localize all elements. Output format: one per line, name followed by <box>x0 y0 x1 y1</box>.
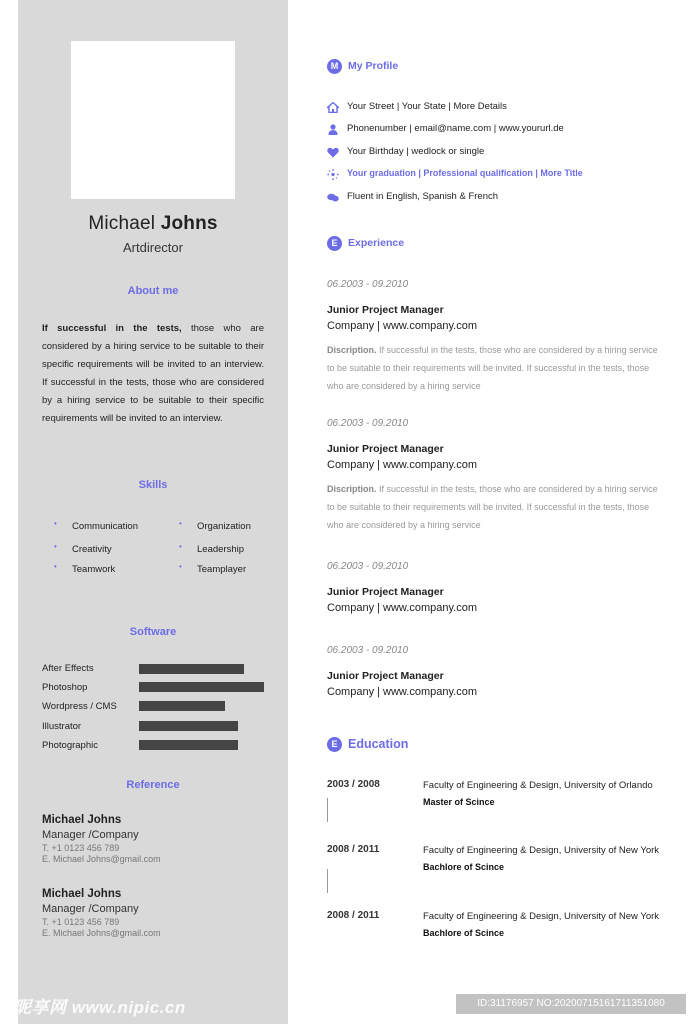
birthday-text: Your Birthday | wedlock or single <box>347 146 485 157</box>
skill-label: Leadership <box>197 544 245 555</box>
about-text <box>42 320 264 429</box>
software-label: Illustrator <box>42 721 82 732</box>
software-label: After Effects <box>42 663 94 674</box>
skill-item <box>179 562 247 575</box>
software-level-bar <box>139 664 244 674</box>
software-level-bar <box>139 740 238 750</box>
reference-email: E. Michael Johns@gmail.com <box>42 928 161 938</box>
reference-role: Manager /Company <box>42 829 139 841</box>
skill-item <box>54 519 138 532</box>
experience-company: Company | www.company.com <box>327 459 477 471</box>
experience-description <box>327 481 662 534</box>
education-degree: Bachlore of Scince <box>423 928 505 938</box>
skills-heading: Skills <box>138 479 168 491</box>
software-level-bar <box>139 721 238 731</box>
bullet-icon: • <box>179 519 182 528</box>
software-label: Photographic <box>42 740 98 751</box>
software-heading: Software <box>129 626 177 638</box>
software-bar-track <box>139 682 264 692</box>
sparkle-icon <box>327 169 339 180</box>
reference-phone: T. +1 0123 456 789 <box>42 843 120 853</box>
profile-row <box>327 168 667 182</box>
watermark-id: ID:31176957 NO:20200715161711351080 <box>456 994 686 1014</box>
chat-icon <box>327 192 339 203</box>
experience-company: Company | www.company.com <box>327 320 477 332</box>
software-bar-track <box>139 740 264 750</box>
skill-label: Teamplayer <box>197 564 247 575</box>
profile-row <box>327 101 667 115</box>
qualification-text: Your graduation | Professional qualification | More Title <box>347 168 583 178</box>
profile-row <box>327 123 667 137</box>
education-school: Faculty of Engineering & Design, University of Orlando <box>423 780 653 791</box>
education-divider <box>327 869 328 893</box>
education-badge-icon: E <box>327 737 342 752</box>
reference-name: Michael Johns <box>42 888 122 900</box>
bullet-icon: • <box>54 562 57 571</box>
experience-title: Junior Project Manager <box>327 586 444 598</box>
software-level-bar <box>139 701 225 711</box>
education-school: Faculty of Engineering & Design, University of New York <box>423 845 660 856</box>
education-degree: Master of Scince <box>423 797 495 807</box>
education-years: 2008 / 2011 <box>327 844 380 855</box>
skill-label: Creativity <box>72 544 112 555</box>
experience-heading-text: Experience <box>348 237 405 249</box>
experience-title: Junior Project Manager <box>327 443 444 455</box>
experience-badge-icon: E <box>327 236 342 251</box>
about-body: those who are considered by a hiring service to be suitable to their specific requirements will be invited to an interview. If successful in the tests, those who are considered by a hiring service to be suitable to their specific requirements will be invited to an interview. <box>42 323 264 425</box>
experience-date: 06.2003 - 09.2010 <box>327 645 409 656</box>
software-bar-track <box>139 701 264 711</box>
experience-title: Junior Project Manager <box>327 670 444 682</box>
software-bar-track <box>139 721 264 731</box>
skill-label: Organization <box>197 521 251 532</box>
reference-name: Michael Johns <box>42 814 122 826</box>
profile-heading-text: My Profile <box>348 60 399 72</box>
last-name: Johns <box>160 213 218 234</box>
profile-photo-placeholder <box>71 41 235 199</box>
education-school: Faculty of Engineering & Design, University of New York <box>423 911 660 922</box>
education-divider <box>327 798 328 822</box>
first-name: Michael <box>88 213 156 234</box>
description-label: Discription. <box>327 345 377 355</box>
bullet-icon: • <box>54 542 57 551</box>
profile-row <box>327 146 667 160</box>
experience-company: Company | www.company.com <box>327 686 477 698</box>
sidebar <box>18 0 288 1024</box>
bullet-icon: • <box>54 519 57 528</box>
skill-label: Communication <box>72 521 138 532</box>
software-label: Wordpress / CMS <box>42 701 117 712</box>
home-icon <box>327 102 339 113</box>
skill-label: Teamwork <box>72 564 116 575</box>
about-heading: About me <box>127 285 179 297</box>
software-level-bar <box>139 682 264 692</box>
software-label: Photoshop <box>42 682 88 693</box>
job-role: Artdirector <box>123 240 183 255</box>
experience-date: 06.2003 - 09.2010 <box>327 279 409 290</box>
skill-item <box>54 562 116 575</box>
bullet-icon: • <box>179 562 182 571</box>
description-text: If successful in the tests, those who are considered by a hiring service to be suitable to their requirements will be invited. If successful in the tests, those who are considered by a hiring service <box>327 345 658 391</box>
experience-description <box>327 342 662 395</box>
address-text: Your Street | Your State | More Details <box>347 101 507 112</box>
education-heading-text: Education <box>348 737 409 751</box>
about-lead: If successful in the tests, <box>42 323 182 334</box>
reference-role: Manager /Company <box>42 903 139 915</box>
skill-item <box>54 542 112 555</box>
person-name <box>18 213 288 235</box>
skill-item <box>179 542 245 555</box>
bullet-icon: • <box>179 542 182 551</box>
contact-text: Phonenumber | email@name.com | www.yoururl.de <box>347 123 564 134</box>
reference-phone: T. +1 0123 456 789 <box>42 917 120 927</box>
description-label: Discription. <box>327 484 377 494</box>
profile-badge-icon: M <box>327 59 342 74</box>
heart-icon <box>327 147 339 158</box>
education-years: 2008 / 2011 <box>327 910 380 921</box>
watermark-brand: 昵享网 www.nipic.cn <box>14 998 186 1017</box>
skill-item <box>179 519 251 532</box>
experience-date: 06.2003 - 09.2010 <box>327 561 409 572</box>
education-degree: Bachlore of Scince <box>423 862 505 872</box>
description-text: If successful in the tests, those who are considered by a hiring service to be suitable to their requirements will be invited. If successful in the tests, those who are considered by a hiring service <box>327 484 658 530</box>
education-years: 2003 / 2008 <box>327 779 380 790</box>
reference-heading: Reference <box>126 779 180 791</box>
person-icon <box>327 124 339 135</box>
languages-text: Fluent in English, Spanish & French <box>347 191 499 202</box>
experience-date: 06.2003 - 09.2010 <box>327 418 409 429</box>
profile-row <box>327 191 667 205</box>
reference-email: E. Michael Johns@gmail.com <box>42 854 161 864</box>
experience-company: Company | www.company.com <box>327 602 477 614</box>
software-bar-track <box>139 664 264 674</box>
experience-title: Junior Project Manager <box>327 304 444 316</box>
